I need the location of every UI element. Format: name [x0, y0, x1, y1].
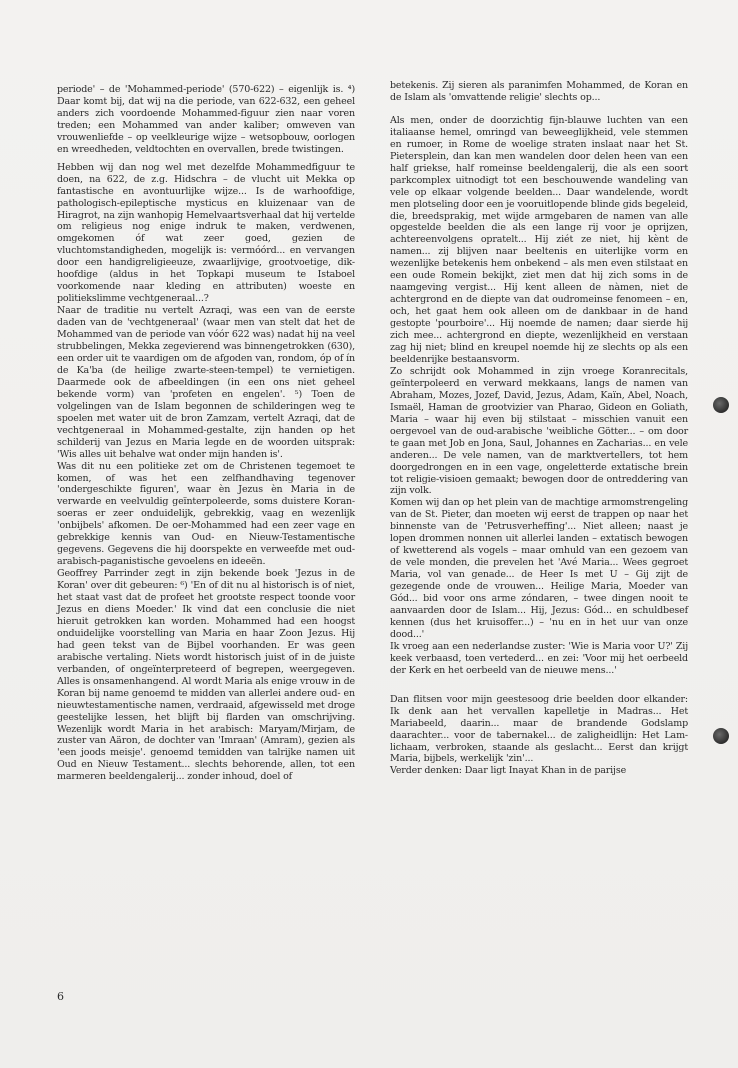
right-text-column — [390, 80, 688, 777]
paragraph: Dan flitsen voor mijn geestesoog drie beelden door elkander: Ik denk aan het vervallen kapelletje in Madras... Het Mariabeeld, daarin... maar de brandende Godslamp daarachter... voor de tabernakel... de zaligheidlijn: Het Lam-lichaam, verbroken, staande als geslacht... Eerst dan krijgt Maria, bijbels, werkelijk 'zin'... — [390, 693, 688, 765]
paragraph: Verder denken: Daar ligt Inayat Khan in de parijse — [390, 765, 627, 777]
paragraph: Als men, onder de doorzichtig fijn-blauwe luchten van een italiaanse hemel, omringd van beweeglijkheid, vele stemmen en rumoer, in Rome de woelige straten inslaat naar het St. Pietersplein, dan kan men wandelen door delen heen van een half griekse, half romeinse beeldengalerij, die als een soort parkcomplex uitnodigt tot een beschouwende wandeling van vele op elkaar volgende beelden... Daar wandelende, wordt men plotseling door een je vooruitlopende blinde gids begeleid, die, breedsprakig, met wijde armgebaren de namen van alle opgestelde beelden die als een lange rij voor je oprijzen, achtereenvolgens opratelt... Hij ziét ze niet, hij kènt de namen... zij blijven naar beeltenis en uiterlijke vorm en wezenlijke betekenis hem onbekend – als men even stilstaat en een oude Romein bekijkt, ziet men dat hij zich soms in de naamgeving vergist... Hij kent alleen de nàmen, niet de achtergrond en de diepte van dat oudromeinse fenomeen – en, och, het gaat hem ook alleen om de dankbaar in de hand gestopte 'pourboire'... Hij noemde de namen; daar sierde hij zich mee... achtergrond en diepte, wezenlijkheid en verstaan zag hij niet; blind en kreupel noemde hij ze slechts op als een beeldenrijke bestaansvorm. — [390, 114, 688, 365]
paragraph: Naar de traditie nu vertelt Azraqi, was een van de eerste daden van de 'vechtgeneraal' (waar men van stelt dat het de Mohammed van de periode van vóór 622 was) nadat hij na veel strubbelingen, Mekka zegevierend was binnengetrokken (630), een order uit te vaardigen om de afgoden van, rondom, óp of ín de Ka'ba (de heilige zwarte-steen-tempel) te vernietigen. Daarmede ook de afbeeldingen (in een ons niet geheel bekende vorm) van 'profeten en engelen'. ⁵) Toen de volgelingen van de Islam begonnen de schilderingen weg te spoelen met water uit de bron Zamzam, vertelt Azraqi, dat de vechtgeneraal in Mohammed-gestalte, zijn handen op het schilderij van Jezus en Maria legde en de woorden uitsprak: 'Wis alles uit behalve wat onder mijn handen is'. — [57, 305, 355, 460]
paragraph: Komen wij dan op het plein van de machtige armomstrengeling van de St. Pieter, dan moeten wij eerst de trappen op naar het binnenste van de 'Petrusverheffing'... Niet alleen; naast je lopen drommen nonnen uit allerlei landen – extatisch bewogen of kwetterend als vogels – maar omhuld van een gezoem van de vele monden, die prevelen het 'Avé Maria... Wees gegroet Maria, vol van genade... de Heer Is met U – Gij zijt de gezegende onde de vrouwen... Heilige Maria, Moeder van Gód... bid voor ons arme zóndaren, – twee dingen nooit te aanvaarden door de Islam... Hij, Jezus: Gód... en schuldbesef kennen (dus het kruisoffer...) – 'nu en in het uur van onze dood...' — [390, 497, 688, 640]
paragraph: Was dit nu een politieke zet om de Christenen tegemoet te komen, of was het een zelfhandhaving tegenover 'ondergeschikte figuren', waar èn Jezus èn Maria in de verwarde en veelvuldig geïnterpoleerde, soms duistere Koran-soeras er zeer onduidelijk, gebrekkig, vaag en wezenlijk 'onbijbels' afkomen. De oer-Mohammed had een zeer vage en gebrekkige kennis van Oud- en Nieuw-Testamentische gegevens. Gegevens die hij doorspekte en verweefde met oud-arabisch-paganistische gevoelens en ideeën. — [57, 460, 355, 568]
paragraph: periode' – de 'Mohammed-periode' (570-622) – eigenlijk is. ⁴) Daar komt bij, dat wij na die periode, van 622-632, een geheel anders zich voordoende Mohammed-figuur zien naar voren treden; een Mohammed van ander kaliber; omweven van vrouwenliefde – op veelkleurige wijze – wetsopbouw, oorlogen en wreedheden, veldtochten en overvallen, brede twistingen. — [57, 84, 355, 155]
punch-hole-icon — [713, 728, 729, 744]
paragraph: Ik vroeg aan een nederlandse zuster: 'Wie is Maria voor U?' Zij keek verbaasd, toen vertederd... en zei: 'Voor mij het oerbeeld der Kerk en het oerbeeld van de nieuwe mens...' — [390, 640, 688, 676]
paragraph: Hebben wij dan nog wel met dezelfde Mohammedfiguur te doen, na 622, de z.g. Hidschra – de vlucht uit Mekka op fantastische en avontuurlijke wijze... Is de warhoofdige, pathologisch-epileptische mysticus en kluizenaar van de Hiragrot, na zijn wanhopig Hemelvaartsverhaal dat hij vertelde om religieus nog enige indruk te maken, verdwenen, omgekomen óf wat zeer goed, gezien de vluchtomstandigheden, mogelijk is: vermóórd... en vervangen door een handigreligieeuze, zwaarlijvige, grootvoetige, dik-hoofdige (aldus in het Topkapi museum te Istaboel voorkomende naar kleding en attributen) woeste en politiekslimme vechtgeneraal...? — [57, 161, 355, 305]
paragraph: Zo schrijdt ook Mohammed in zijn vroege Koranrecitals, geïnterpoleerd en verward mekkaans, langs de namen van Abraham, Mozes, Jozef, David, Jezus, Adam, Kaïn, Abel, Noach, Ismaël, Haman de grootvizier van Pharao, Gideon en Goliath, Maria – waar hij even bij stilstaat – misschien vanuit een oergevoel van de oud-arabische 'weibliche Götter... – om door te gaan met Job en Jona, Saul, Johannes en Zacharias... en vele anderen... De vele namen, van de marktvertellers, tot hem doorgedrongen en in een vage, ongeletterde extatische brein tot religie-visioen gemaakt; bewogen door de ontreddering van zijn volk. — [390, 365, 688, 497]
punch-hole-icon — [713, 397, 729, 413]
paragraph: betekenis. Zij sieren als paranimfen Mohammed, de Koran en de Islam als 'omvattende religie' slechts op... — [390, 80, 688, 103]
left-text-column — [57, 84, 355, 783]
paragraph: Geoffrey Parrinder zegt in zijn bekende boek 'Jezus in de Koran' over dit gebeuren: ⁶) 'En of dit nu al historisch is of niet, het staat vast dat de profeet het grootste respect toonde voor Jezus en diens Moeder.' Ik vind dat een conclusie die niet hieruit getrokken kan worden. Mohammed had een hoogst onduidelijke voorstelling van Maria en haar Zoon Jezus. Hij had geen tekst van de Bijbel voorhanden. Er was geen arabische vertaling. Niets wordt historisch juist of in de juiste verbanden, of ongeïnterpreteerd of begrepen, weergegeven. Alles is onsamenhangend. Al wordt Maria als enige vrouw in de Koran bij name genoemd te midden van allerlei andere oud- en nieuwtestamentische namen, verdraaid, afgewisseld met droge geestelijke lessen, het blijft bij flarden van omschrijving. Wezenlijk wordt Maria in het arabisch: Maryam/Mirjam, de zuster van Aäron, de dochter van 'Imraan' (Amram), gezien als 'een joods meisje'. genoemd temidden van talrijke namen uit Oud en Nieuw Testament... slechts behorende, allen, tot een marmeren beeldengalerij... zonder inhoud, doel of — [57, 568, 355, 783]
page-number: 6 — [57, 990, 64, 1003]
